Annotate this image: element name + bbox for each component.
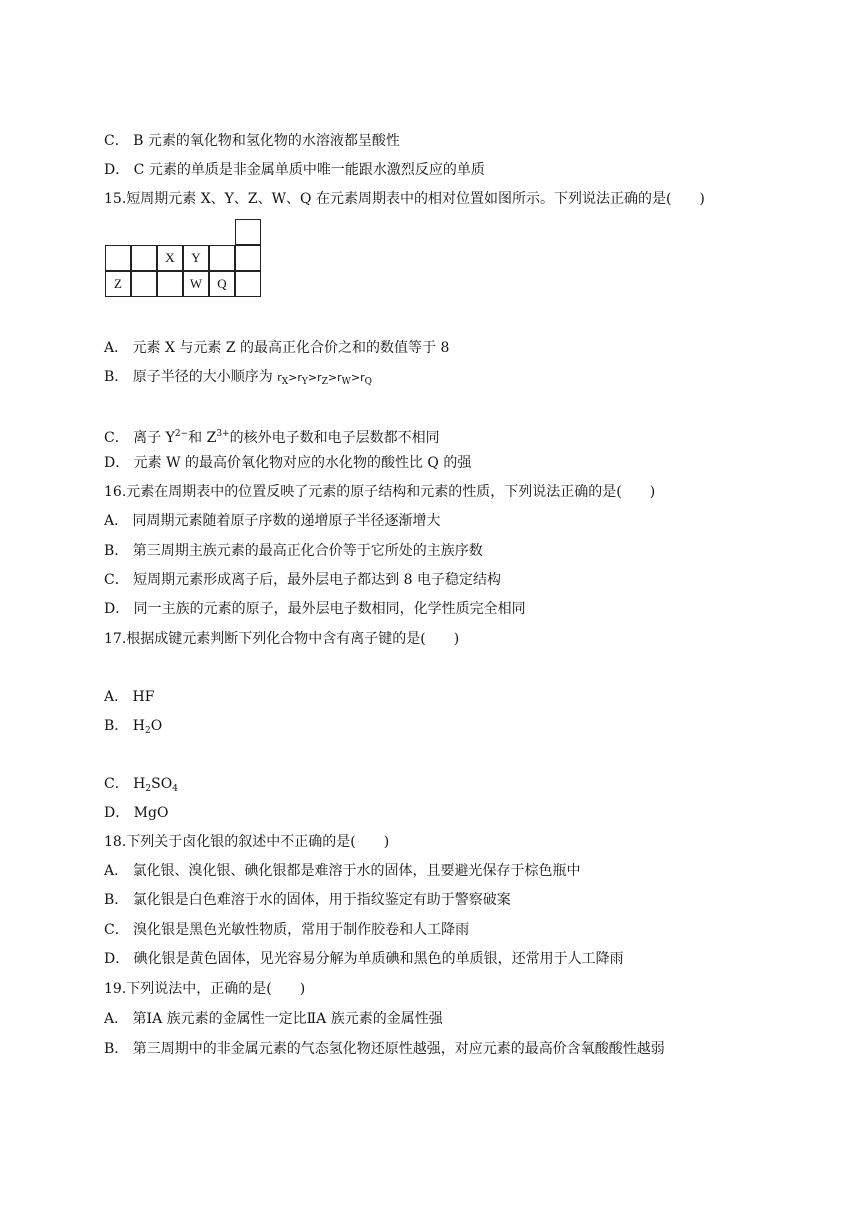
q19-stem: 19.下列说法中，正确的是( ) [104, 981, 306, 997]
q15-option-d: D． 元素 W 的最高价氧化物对应的水化物的酸性比 Q 的强 [104, 455, 472, 471]
q15-option-b [104, 368, 372, 391]
table-cell-empty [131, 245, 157, 271]
table-cell-empty [131, 271, 157, 297]
q17-option-a: A． HF [104, 689, 155, 705]
gt-sign: > [350, 371, 361, 384]
q14-option-c: C． B 元素的氧化物和氢化物的水溶液都呈酸性 [104, 133, 400, 149]
q18-stem: 18.下列关于卤化银的叙述中不正确的是( ) [104, 834, 390, 850]
q17-option-c [104, 775, 178, 798]
radius-symbol: r [277, 371, 282, 384]
table-cell-x: X [157, 245, 183, 271]
q17-option-b-prefix: B． H [104, 718, 145, 734]
radius-symbol: r [337, 371, 342, 384]
q17-option-b [104, 717, 162, 740]
q16-option-a: A． 同周期元素随着原子序数的递增原子半径逐渐增大 [104, 513, 441, 529]
q18-option-a: A． 氯化银、溴化银、碘化银都是难溶于水的固体，且要避光保存于棕色瓶中 [104, 863, 581, 879]
table-cell-empty [157, 271, 183, 297]
q17-option-c-prefix: C． H [104, 776, 146, 792]
q19-option-a: A． 第ⅠA 族元素的金属性一定比ⅡA 族元素的金属性强 [104, 1011, 443, 1027]
q17-option-b-suffix: O [150, 718, 163, 734]
superscript-charge: 3+ [216, 429, 230, 439]
q15-stem: 15.短周期元素 X、Y、Z、W、Q 在元素周期表中的相对位置如图所示。下列说法正确的是( ) [104, 191, 705, 207]
q15-option-c-prefix: C． 离子 Y [104, 430, 175, 446]
table-cell-empty [235, 245, 261, 271]
table-cell-empty [105, 245, 131, 271]
q17-stem: 17.根据成键元素判断下列化合物中含有离子键的是( ) [104, 631, 460, 647]
table-cell-y: Y [183, 245, 209, 271]
subscript-z: Z [321, 377, 328, 387]
q14-option-d: D． C 元素的单质是非金属单质中唯一能跟水激烈反应的单质 [104, 162, 485, 178]
subscript-q: Q [364, 377, 373, 387]
table-cell-empty [235, 271, 261, 297]
q18-option-b: B． 氯化银是白色难溶于水的固体，用于指纹鉴定有助于警察破案 [104, 892, 511, 908]
table-cell-w: W [183, 271, 209, 297]
q15-option-b-prefix: B． 原子半径的大小顺序为 [104, 369, 278, 385]
gt-sign: > [307, 371, 318, 384]
subscript-2: 2 [145, 784, 152, 794]
q16-stem: 16.元素在周期表中的位置反映了元素的原子结构和元素的性质，下列说法正确的是( ) [104, 484, 656, 500]
subscript-y: Y [301, 377, 308, 387]
q16-option-d: D． 同一主族的元素的原子，最外层电子数相同，化学性质完全相同 [104, 601, 526, 617]
radius-symbol: r [297, 371, 302, 384]
gt-sign: > [327, 371, 338, 384]
periodic-table-figure [105, 219, 261, 297]
table-cell-empty [209, 245, 235, 271]
q15-option-c-suffix: 的核外电子数和电子层数都不相同 [229, 430, 440, 446]
q16-option-c: C． 短周期元素形成离子后，最外层电子都达到 8 电子稳定结构 [104, 572, 501, 588]
subscript-x: X [281, 377, 289, 387]
q15-option-a: A． 元素 X 与元素 Z 的最高正化合价之和的数值等于 8 [104, 340, 450, 356]
q18-option-c: C． 溴化银是黑色光敏性物质，常用于制作胶卷和人工降雨 [104, 922, 470, 938]
table-cell-q: Q [209, 271, 235, 297]
q17-option-d: D． MgO [104, 805, 169, 821]
radius-symbol: r [317, 371, 322, 384]
q15-option-c [104, 425, 440, 447]
q17-option-c-mid: SO [151, 776, 173, 792]
subscript-4: 4 [172, 784, 178, 794]
q19-option-b: B． 第三周期中的非金属元素的气态氢化物还原性越强，对应元素的最高价含氧酸酸性越弱 [104, 1041, 665, 1057]
radius-symbol: r [360, 371, 365, 384]
subscript-2: 2 [144, 726, 151, 736]
q18-option-d: D． 碘化银是黄色固体，见光容易分解为单质碘和黑色的单质银，还常用于人工降雨 [104, 951, 624, 967]
superscript-charge: 2− [174, 429, 189, 439]
q16-option-b: B． 第三周期主族元素的最高正化合价等于它所处的主族序数 [104, 543, 483, 559]
table-cell-empty [235, 219, 261, 245]
table-cell-z: Z [105, 271, 131, 297]
subscript-w: W [341, 377, 351, 387]
q15-option-c-mid: 和 Z [188, 430, 217, 446]
gt-sign: > [288, 371, 298, 384]
